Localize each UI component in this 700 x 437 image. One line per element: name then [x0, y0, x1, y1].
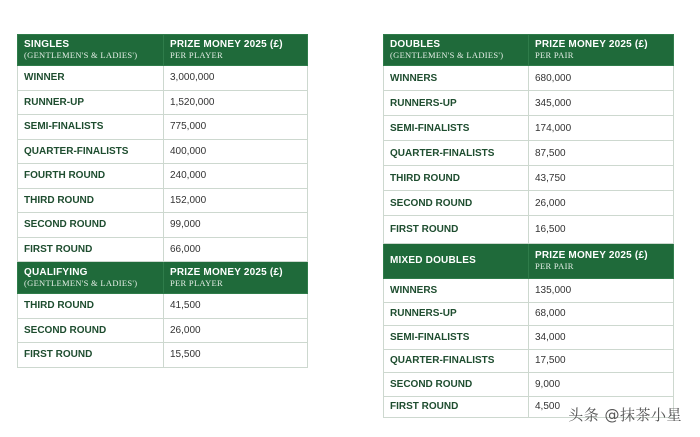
row-label: THIRD ROUND: [384, 166, 529, 191]
row-value: 26,000: [529, 191, 674, 216]
qualifying-header-cell: [18, 262, 164, 294]
table-row: [18, 318, 308, 343]
row-value: 99,000: [164, 213, 308, 238]
doubles-prize-title: PRIZE MONEY 2025 (£): [535, 39, 648, 50]
row-value: 135,000: [529, 279, 674, 303]
doubles-title: DOUBLES: [390, 39, 441, 50]
row-label: FIRST ROUND: [18, 343, 164, 368]
table-row: [18, 188, 308, 213]
row-label: FIRST ROUND: [384, 396, 529, 417]
row-value: 174,000: [529, 116, 674, 141]
mixed-header-row: [384, 244, 674, 279]
row-value: 9,000: [529, 373, 674, 397]
table-row: [384, 326, 674, 350]
row-value: 66,000: [164, 237, 308, 262]
row-value: 775,000: [164, 115, 308, 140]
table-row: [18, 164, 308, 189]
row-label: RUNNERS-UP: [384, 302, 529, 326]
row-value: 152,000: [164, 188, 308, 213]
row-label: WINNER: [18, 66, 164, 91]
table-row: [18, 90, 308, 115]
mixed-prize-title: PRIZE MONEY 2025 (£): [535, 250, 648, 261]
qualifying-header-row: [18, 262, 308, 294]
row-label: WINNERS: [384, 279, 529, 303]
row-label: FOURTH ROUND: [18, 164, 164, 189]
table-row: [18, 115, 308, 140]
row-value: 26,000: [164, 318, 308, 343]
row-label: SEMI-FINALISTS: [384, 116, 529, 141]
row-value: 43,750: [529, 166, 674, 191]
qualifying-prize-header-cell: [164, 262, 308, 294]
mixed-header-cell: [384, 244, 529, 279]
table-row: [384, 166, 674, 191]
row-label: SECOND ROUND: [384, 373, 529, 397]
row-value: 16,500: [529, 216, 674, 244]
qualifying-title: QUALIFYING: [24, 266, 88, 278]
row-value: 680,000: [529, 66, 674, 91]
row-value: 34,000: [529, 326, 674, 350]
row-label: QUARTER-FINALISTS: [18, 139, 164, 164]
mixed-title: MIXED DOUBLES: [390, 255, 476, 266]
doubles-subtitle: (GENTLEMEN'S & LADIES'): [390, 50, 504, 60]
table-row: [384, 116, 674, 141]
singles-prize-sub: PER PLAYER: [170, 50, 223, 60]
row-label: RUNNER-UP: [18, 90, 164, 115]
table-row: [384, 66, 674, 91]
doubles-header-cell: [384, 35, 529, 66]
doubles-prize-header-cell: [529, 35, 674, 66]
table-row: [384, 349, 674, 373]
singles-prize-header-cell: [164, 35, 308, 66]
row-label: FIRST ROUND: [18, 237, 164, 262]
mixed-prize-sub: PER PAIR: [535, 261, 574, 271]
row-label: SECOND ROUND: [18, 213, 164, 238]
table-row: [384, 279, 674, 303]
table-row: [384, 216, 674, 244]
table-row: [18, 66, 308, 91]
row-value: 1,520,000: [164, 90, 308, 115]
row-label: QUARTER-FINALISTS: [384, 349, 529, 373]
row-label: SEMI-FINALISTS: [18, 115, 164, 140]
table-row: [18, 294, 308, 319]
table-row: [18, 343, 308, 368]
watermark-text: 头条 @抹茶小星: [568, 406, 682, 424]
table-row: [384, 302, 674, 326]
row-label: RUNNERS-UP: [384, 91, 529, 116]
row-label: SECOND ROUND: [18, 318, 164, 343]
row-value: 240,000: [164, 164, 308, 189]
qualifying-subtitle: (GENTLEMEN'S & LADIES'): [24, 277, 138, 288]
qualifying-prize-sub: PER PLAYER: [170, 277, 223, 288]
row-label: QUARTER-FINALISTS: [384, 141, 529, 166]
qualifying-prize-title: PRIZE MONEY 2025 (£): [170, 266, 283, 278]
row-label: THIRD ROUND: [18, 294, 164, 319]
row-value: 17,500: [529, 349, 674, 373]
row-value: 87,500: [529, 141, 674, 166]
table-row: [18, 213, 308, 238]
row-label: SECOND ROUND: [384, 191, 529, 216]
singles-subtitle: (GENTLEMEN'S & LADIES'): [24, 50, 138, 60]
mixed-prize-header-cell: [529, 244, 674, 279]
row-label: SEMI-FINALISTS: [384, 326, 529, 350]
table-row: [18, 139, 308, 164]
row-value: 41,500: [164, 294, 308, 319]
doubles-prize-table: [383, 34, 674, 418]
row-value: 345,000: [529, 91, 674, 116]
singles-prize-title: PRIZE MONEY 2025 (£): [170, 39, 283, 50]
table-row: [384, 191, 674, 216]
doubles-prize-sub: PER PAIR: [535, 50, 574, 60]
row-value: 400,000: [164, 139, 308, 164]
row-value: 68,000: [529, 302, 674, 326]
doubles-header-row: [384, 35, 674, 66]
row-value: 4,500: [529, 396, 674, 417]
table-row: [384, 141, 674, 166]
singles-header-row: [18, 35, 308, 66]
singles-header-cell: [18, 35, 164, 66]
row-label: FIRST ROUND: [384, 216, 529, 244]
table-row: [18, 237, 308, 262]
row-value: 3,000,000: [164, 66, 308, 91]
table-row: [384, 91, 674, 116]
table-row: [384, 373, 674, 397]
singles-prize-table: [17, 34, 308, 368]
row-label: THIRD ROUND: [18, 188, 164, 213]
row-label: WINNERS: [384, 66, 529, 91]
singles-title: SINGLES: [24, 39, 70, 50]
row-value: 15,500: [164, 343, 308, 368]
